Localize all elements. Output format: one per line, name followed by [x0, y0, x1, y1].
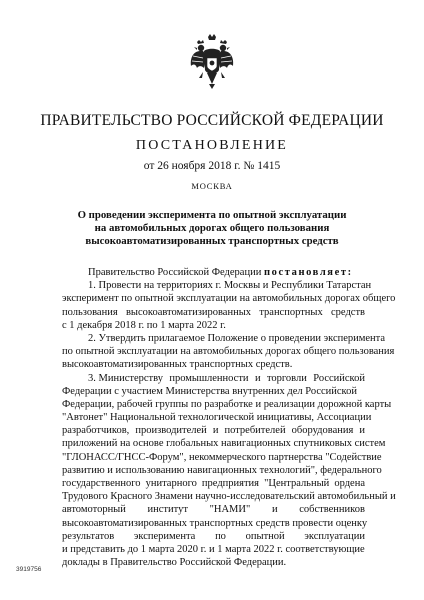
word: результатов: [62, 530, 115, 542]
word: транспортных: [259, 306, 323, 318]
paragraph-line: [62, 503, 365, 516]
word: средств: [331, 306, 365, 318]
paragraph-line: [62, 306, 365, 319]
word: автомоторный: [62, 504, 126, 516]
word: "НАМИ": [209, 504, 251, 516]
paragraph-line: высокоавтоматизированных транспортных средств провести оценку: [62, 517, 368, 529]
paragraph-line: 2. Утвердить прилагаемое Положение о проведении эксперимента: [88, 332, 386, 344]
word: потребителей: [224, 425, 286, 437]
paragraph-line: доклады в Правительство Российской Федерации.: [62, 557, 287, 569]
paragraph-line: эксперимент по опытной эксплуатации на автомобильных дорогах общего: [62, 293, 396, 305]
word: и: [271, 504, 278, 516]
word: 3. Министерству: [88, 372, 163, 384]
paragraph-line: развитию и использованию навигационных технологий", федерального: [62, 464, 382, 476]
word: производителей: [135, 425, 207, 437]
paragraph-line: [62, 530, 365, 543]
word: унитарного: [145, 478, 197, 489]
decree-word: постановляет:: [263, 267, 353, 278]
word: Российской: [313, 372, 365, 384]
word: ордена: [334, 478, 365, 489]
word: предприятия: [201, 478, 260, 489]
paragraph-line: приложений на основе глобальных навигационных спутниковых систем: [62, 438, 386, 450]
word: институт: [147, 504, 188, 516]
word: собственников: [299, 504, 365, 516]
word: разработчиков,: [62, 425, 130, 437]
paragraph-line: Федерации, рабочей группы по разработке и реализации дорожной карты: [62, 398, 392, 410]
intro-line: [62, 266, 365, 279]
city: МОСКВА: [191, 181, 233, 191]
paragraph-line: [62, 477, 365, 490]
paragraph-line: высокоавтоматизированных транспортных средств.: [62, 359, 293, 371]
paragraph-line: 1. Провести на территориях г. Москвы и Республики Татарстан: [88, 280, 372, 292]
paragraph-line: с 1 декабря 2018 г. по 1 марта 2022 г.: [62, 319, 226, 331]
word: по: [215, 530, 226, 542]
intro-prefix: Правительство Российской Федерации: [88, 267, 264, 278]
word: эксплуатации: [304, 530, 365, 542]
date-and-number: от 26 ноября 2018 г. № 1415: [143, 160, 281, 172]
subject-line: на автомобильных дорогах общего пользования: [94, 222, 330, 234]
word: высокоавтоматизированных: [125, 306, 252, 318]
document-type: ПОСТАНОВЛЕНИЕ: [135, 138, 289, 153]
word: государственного: [62, 478, 141, 489]
paragraph-line: Федерации с участием Министерства внутренних дел Российской: [62, 385, 357, 397]
word: и: [212, 425, 219, 437]
paragraph-line: "ГЛОНАСС/ГНСС-Форум", некоммерческого партнерства "Содействие: [62, 451, 382, 463]
double-headed-eagle-emblem-icon: [189, 34, 235, 90]
paragraph-line: и представить до 1 марта 2020 г. и 1 марта 2022 г. соответствующие: [62, 543, 365, 555]
word: и: [254, 372, 261, 384]
word: оборудования: [291, 425, 354, 437]
word: эксперимента: [133, 530, 196, 542]
paragraph-line: [62, 372, 365, 385]
government-title: ПРАВИТЕЛЬСТВО РОССИЙСКОЙ ФЕДЕРАЦИИ: [40, 112, 384, 129]
word: пользования: [62, 306, 118, 318]
document-subject: [62, 209, 362, 248]
word: торговли: [266, 372, 307, 384]
paragraph-line: [62, 424, 365, 437]
word: промышленности: [169, 372, 249, 384]
subject-line: О проведении эксперимента по опытной эксплуатации: [77, 209, 347, 221]
paragraph-line: "Автонет" Национальной технологической инициативы, Ассоциации: [62, 412, 372, 424]
word: и: [359, 425, 365, 437]
document-code: 3919756: [16, 566, 42, 573]
word: опытной: [245, 530, 285, 542]
paragraph-line: по опытной эксплуатации на автомобильных дорогах общего пользования: [62, 346, 395, 358]
paragraphs: [62, 279, 396, 569]
paragraph-line: Трудового Красного Знамени научно-исследовательский автомобильный и: [62, 491, 396, 503]
document-body: [62, 266, 396, 569]
subject-line: высокоавтоматизированных транспортных средств: [85, 235, 339, 247]
word: "Центральный: [264, 478, 330, 489]
